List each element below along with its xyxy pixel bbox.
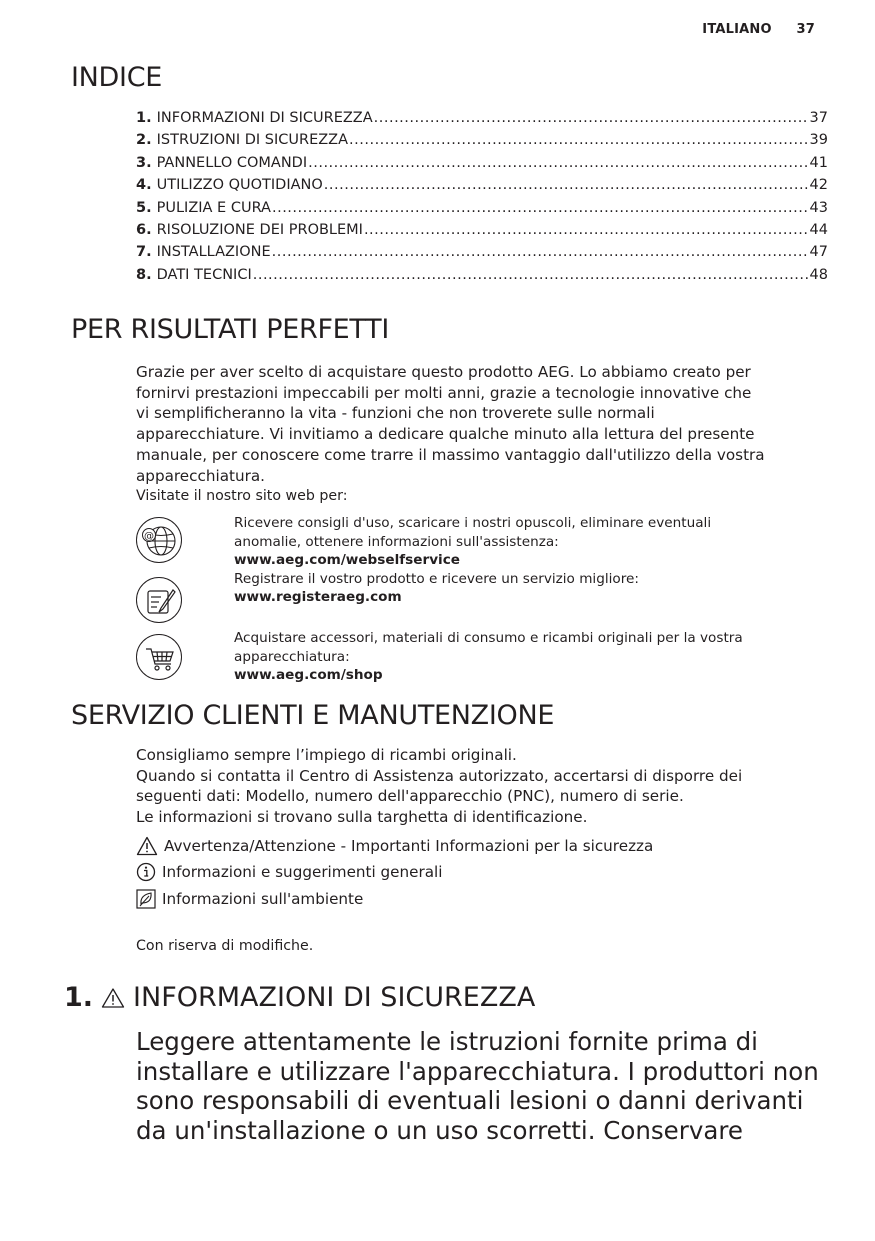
perfetti-title: PER RISULTATI PERFETTI	[71, 314, 390, 345]
toc-item-label: PULIZIA E CURA	[156, 199, 271, 216]
web-item-link[interactable]: www.registeraeg.com	[234, 589, 402, 605]
info-circle-icon	[136, 862, 156, 882]
toc-item[interactable]	[136, 267, 828, 289]
note-text: Informazioni e suggerimenti generali	[162, 863, 443, 881]
toc-item-number: 8.	[136, 266, 152, 283]
note-info	[136, 862, 443, 882]
toc-item-number: 5.	[136, 199, 152, 216]
toc-item-label: DATI TECNICI	[156, 266, 252, 283]
indice-title: INDICE	[71, 62, 163, 93]
section-1-heading	[64, 982, 535, 1013]
toc-leader-dots	[253, 267, 809, 283]
note-text: Informazioni sull'ambiente	[162, 890, 364, 908]
section-title: INFORMAZIONI DI SICUREZZA	[133, 982, 536, 1013]
toc-item-label: INSTALLAZIONE	[156, 244, 271, 261]
web-item-line: Registrare il vostro prodotto e ricevere un servizio migliore:	[234, 570, 639, 587]
paragraph-line: Visitate il nostro sito web per:	[136, 488, 348, 505]
toc-item-number: 7.	[136, 244, 152, 261]
toc-item[interactable]	[136, 132, 828, 154]
toc-leader-dots	[374, 110, 809, 126]
paragraph-line: Grazie per aver scelto di acquistare questo prodotto AEG. Lo abbiamo creato per	[136, 363, 751, 381]
toc-item-label: INFORMAZIONI DI SICUREZZA	[156, 110, 373, 126]
warning-triangle-icon	[136, 836, 158, 856]
toc-item-label: RISOLUZIONE DEI PROBLEMI	[156, 221, 363, 238]
globe-at-icon	[136, 517, 182, 563]
paragraph-line: Le informazioni si trovano sulla targhetta di identificazione.	[136, 808, 588, 827]
toc-item[interactable]	[136, 110, 828, 132]
toc-item-page: 47	[809, 244, 828, 261]
note-text: Avvertenza/Attenzione - Importanti Informazioni per la sicurezza	[164, 837, 654, 855]
page-header	[682, 22, 815, 37]
paragraph-line: Quando si contatta il Centro di Assistenza autorizzato, accertarsi di disporre dei	[136, 766, 743, 785]
toc-item-label: ISTRUZIONI DI SICUREZZA	[156, 132, 349, 149]
table-of-contents	[136, 110, 828, 289]
toc-item[interactable]	[136, 155, 828, 177]
paragraph-line: apparecchiature. Vi invitiamo a dedicare qualche minuto alla lettura del presente	[136, 425, 755, 444]
web-item-link[interactable]: www.aeg.com/shop	[234, 667, 383, 683]
toc-item-page: 48	[809, 266, 828, 283]
toc-item-label: PANNELLO COMANDI	[156, 154, 308, 171]
toc-item-page: 41	[809, 154, 828, 171]
toc-item[interactable]	[136, 177, 828, 199]
toc-item-number: 3.	[136, 154, 152, 171]
toc-item-page: 37	[809, 110, 828, 126]
servizio-title: SERVIZIO CLIENTI E MANUTENZIONE	[71, 700, 555, 731]
toc-item[interactable]	[136, 222, 828, 244]
web-item-link[interactable]: www.aeg.com/webselfservice	[234, 552, 460, 568]
toc-leader-dots	[349, 132, 809, 148]
toc-item-number: 4.	[136, 177, 152, 194]
register-pen-icon	[136, 577, 182, 623]
toc-leader-dots	[308, 155, 808, 171]
web-item	[234, 514, 834, 607]
paragraph-line: Consigliamo sempre l’impiego di ricambi originali.	[136, 746, 517, 764]
toc-item[interactable]	[136, 244, 828, 266]
toc-item-number: 6.	[136, 221, 152, 238]
toc-item-label: UTILIZZO QUOTIDIANO	[156, 177, 323, 194]
toc-item-page: 39	[809, 132, 828, 149]
warning-triangle-icon	[101, 987, 125, 1009]
paragraph-line: vi semplificheranno la vita - funzioni che non troverete sulle normali	[136, 404, 655, 423]
environment-leaf-icon	[136, 889, 156, 909]
paragraph-line: manuale, per conoscere come trarre il massimo vantaggio dall'utilizzo della vostra	[136, 445, 765, 464]
shopping-cart-icon	[136, 634, 182, 680]
section-1-intro	[136, 1027, 836, 1145]
note-environment	[136, 889, 363, 909]
toc-leader-dots	[272, 244, 809, 260]
toc-leader-dots	[364, 222, 809, 238]
toc-item[interactable]	[136, 200, 828, 222]
perfetti-paragraph	[136, 362, 836, 507]
toc-item-number: 1.	[136, 110, 152, 126]
toc-leader-dots	[324, 177, 809, 193]
note-warning	[136, 836, 653, 856]
language-label: ITALIANO	[702, 22, 772, 37]
intro-line: Leggere attentamente le istruzioni fornite prima di	[136, 1027, 758, 1056]
toc-item-number: 2.	[136, 132, 152, 149]
toc-item-page: 42	[809, 177, 828, 194]
intro-line: sono responsabili di eventuali lesioni o danni derivanti	[136, 1086, 804, 1115]
toc-item-page: 44	[809, 221, 828, 238]
intro-line: installare e utilizzare l'apparecchiatura. I produttori non	[136, 1056, 819, 1086]
web-item-line: apparecchiatura:	[234, 648, 350, 665]
svg-text:@: @	[144, 531, 154, 542]
intro-line: da un'installazione o un uso scorretti. Conservare	[136, 1115, 743, 1145]
servizio-paragraph	[136, 745, 836, 828]
paragraph-line: apparecchiatura.	[136, 466, 265, 485]
web-item-line: Acquistare accessori, materiali di consumo e ricambi originali per la vostra	[234, 630, 743, 646]
web-item	[234, 629, 834, 685]
web-item-line: Ricevere consigli d'uso, scaricare i nostri opuscoli, eliminare eventuali	[234, 515, 712, 531]
page-number: 37	[796, 22, 815, 37]
toc-item-page: 43	[809, 199, 828, 216]
paragraph-line: fornirvi prestazioni impeccabili per molti anni, grazie a tecnologie innovative che	[136, 383, 752, 402]
disclaimer: Con riserva di modifiche.	[136, 938, 314, 954]
web-item-line: anomalie, ottenere informazioni sull'assistenza:	[234, 533, 559, 550]
toc-leader-dots	[272, 200, 809, 216]
paragraph-line: seguenti dati: Modello, numero dell'apparecchio (PNC), numero di serie.	[136, 787, 684, 806]
section-number: 1.	[64, 982, 94, 1013]
